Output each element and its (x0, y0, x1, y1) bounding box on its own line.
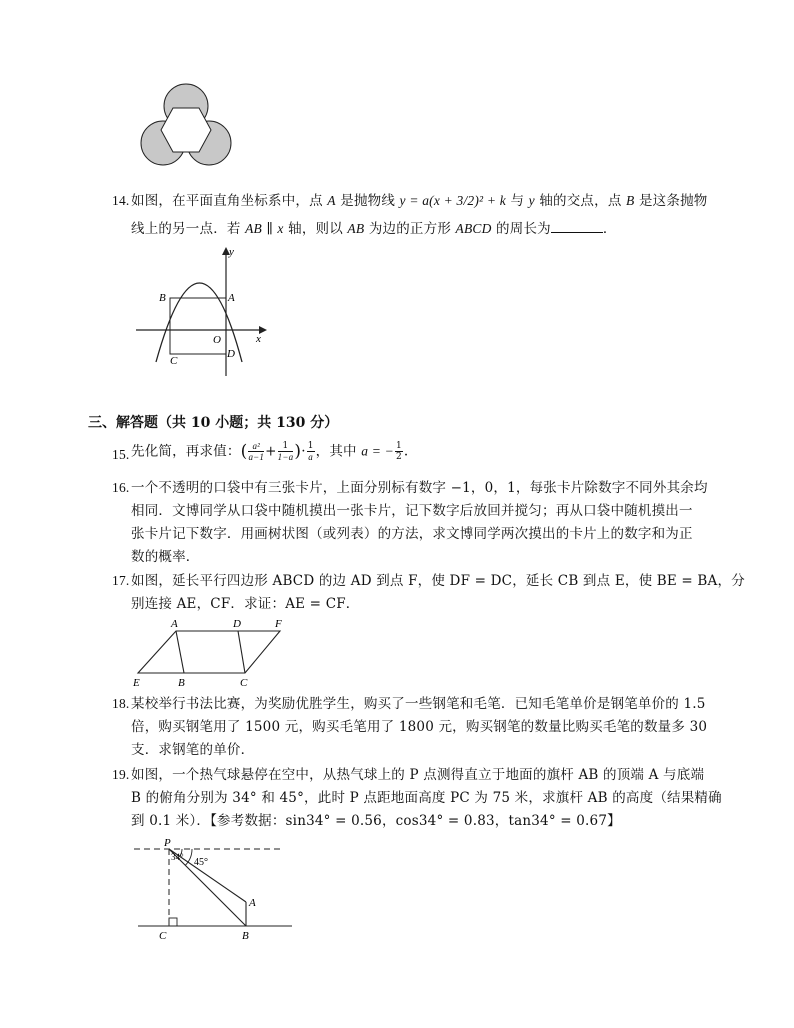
question-14-line1: 如图，在平面直角坐标系中，点 A 是抛物线 y = a(x + 3/2)² + k 与 y 轴的交点，点 B 是这条抛物 (131, 193, 708, 209)
label-B: B (178, 677, 185, 689)
angle-of-depression-figure (130, 836, 298, 944)
question-number: 17. (112, 573, 130, 588)
question-14-line2: 线上的另一点．若 AB ∥ x 轴，则以 AB 为边的正方形 ABCD 的周长为 ． (131, 221, 617, 237)
fraction: $\frac{1}{2}$ (395, 441, 402, 462)
question-16-line: 一个不透明的口袋中有三张卡片，上面分别标有数字 −1，0，1，每张卡片除数字不同外其余均 (131, 480, 708, 496)
label-x: x (256, 333, 261, 345)
question-16-line: 数的概率． (131, 549, 200, 565)
label-A: A (228, 292, 235, 304)
question-19-line: 如图，一个热气球悬停在空中，从热气球上的 P 点测得直立于地面的旗杆 AB 的顶端 A 与底端 (131, 767, 705, 783)
fraction: $\frac{1}{a}$ (307, 441, 314, 462)
question-number: 18. (112, 696, 130, 711)
label-B: B (242, 930, 249, 942)
label-34: 34° (171, 852, 184, 862)
label-D: D (233, 618, 241, 630)
question-19-line: 到 0.1 米）．【参考数据：sin34° = 0.56，cos34° = 0.83，tan34° = 0.67】 (131, 813, 621, 829)
question-19-line: B 的俯角分别为 34° 和 45°，此时 P 点距地面高度 PC 为 75 米，求旗杆 AB 的高度（结果精确 (131, 790, 722, 806)
question-16-line: 张卡片记下数字．用画树状图（或列表）的方法，求文博同学两次摸出的卡片上的数字和为正 (131, 526, 693, 542)
question-17-line: 别连接 AE，CF．求证：AE = CF． (131, 596, 360, 612)
label-C: C (240, 677, 248, 689)
question-number: 14. (112, 193, 130, 208)
circles-hexagon-figure (138, 82, 234, 172)
segment-DC (238, 631, 245, 673)
fraction: $\frac{1}{1-a}$ (277, 441, 294, 462)
parabola-figure (130, 244, 275, 380)
parallelogram-figure (128, 614, 294, 690)
answer-blank (551, 220, 603, 233)
label-C: C (170, 355, 178, 367)
question-number: 19. (112, 767, 130, 782)
label-C: C (159, 930, 167, 942)
question-number: 16. (112, 480, 130, 495)
question-18-line: 倍，购买钢笔用了 1500 元，购买毛笔用了 1800 元，购买钢笔的数量比购买毛笔的数量多 30 (131, 719, 708, 735)
label-A: A (171, 618, 178, 630)
label-y: y (229, 246, 234, 258)
question-18-line: 支．求钢笔的单价． (131, 742, 255, 758)
label-A: A (249, 897, 256, 909)
outer-quadrilateral (138, 631, 280, 673)
question-16-line: 相同．文博同学从口袋中随机摸出一张卡片，记下数字后放回并搅匀；再从口袋中随机摸出一 (131, 503, 693, 519)
right-angle-mark (169, 918, 177, 926)
segment-AB (176, 631, 184, 673)
label-D: D (227, 348, 235, 360)
label-B: B (159, 292, 166, 304)
label-P: P (164, 837, 171, 849)
question-18-line: 某校举行书法比赛，为奖励优胜学生，购买了一些钢笔和毛笔．已知毛笔单价是钢笔单价的 1.5 (131, 696, 706, 712)
section-heading: 三、解答题（共 10 小题；共 130 分） (88, 415, 339, 431)
question-17-line: 如图，延长平行四边形 ABCD 的边 AD 到点 F，使 DF = DC，延长 CB 到点 E，使 BE = BA，分 (131, 573, 745, 589)
question-15-line: 先化简，再求值：( $\frac{\text{a²}}{a-1}$ + $\frac{1}{1-a}$ )· $\frac{1}{a}$ ，其中 a = − $\frac{1}{2}$ . (131, 441, 409, 462)
fraction: $\frac{\text{a²}}{a-1}$ (248, 441, 265, 462)
parabola-formula: y = a(x + 3/2)² + k (399, 193, 506, 208)
label-O: O (213, 334, 221, 346)
label-45: 45° (194, 857, 208, 868)
question-number: 15. (112, 447, 130, 462)
label-F: F (275, 618, 282, 630)
label-E: E (133, 677, 140, 689)
